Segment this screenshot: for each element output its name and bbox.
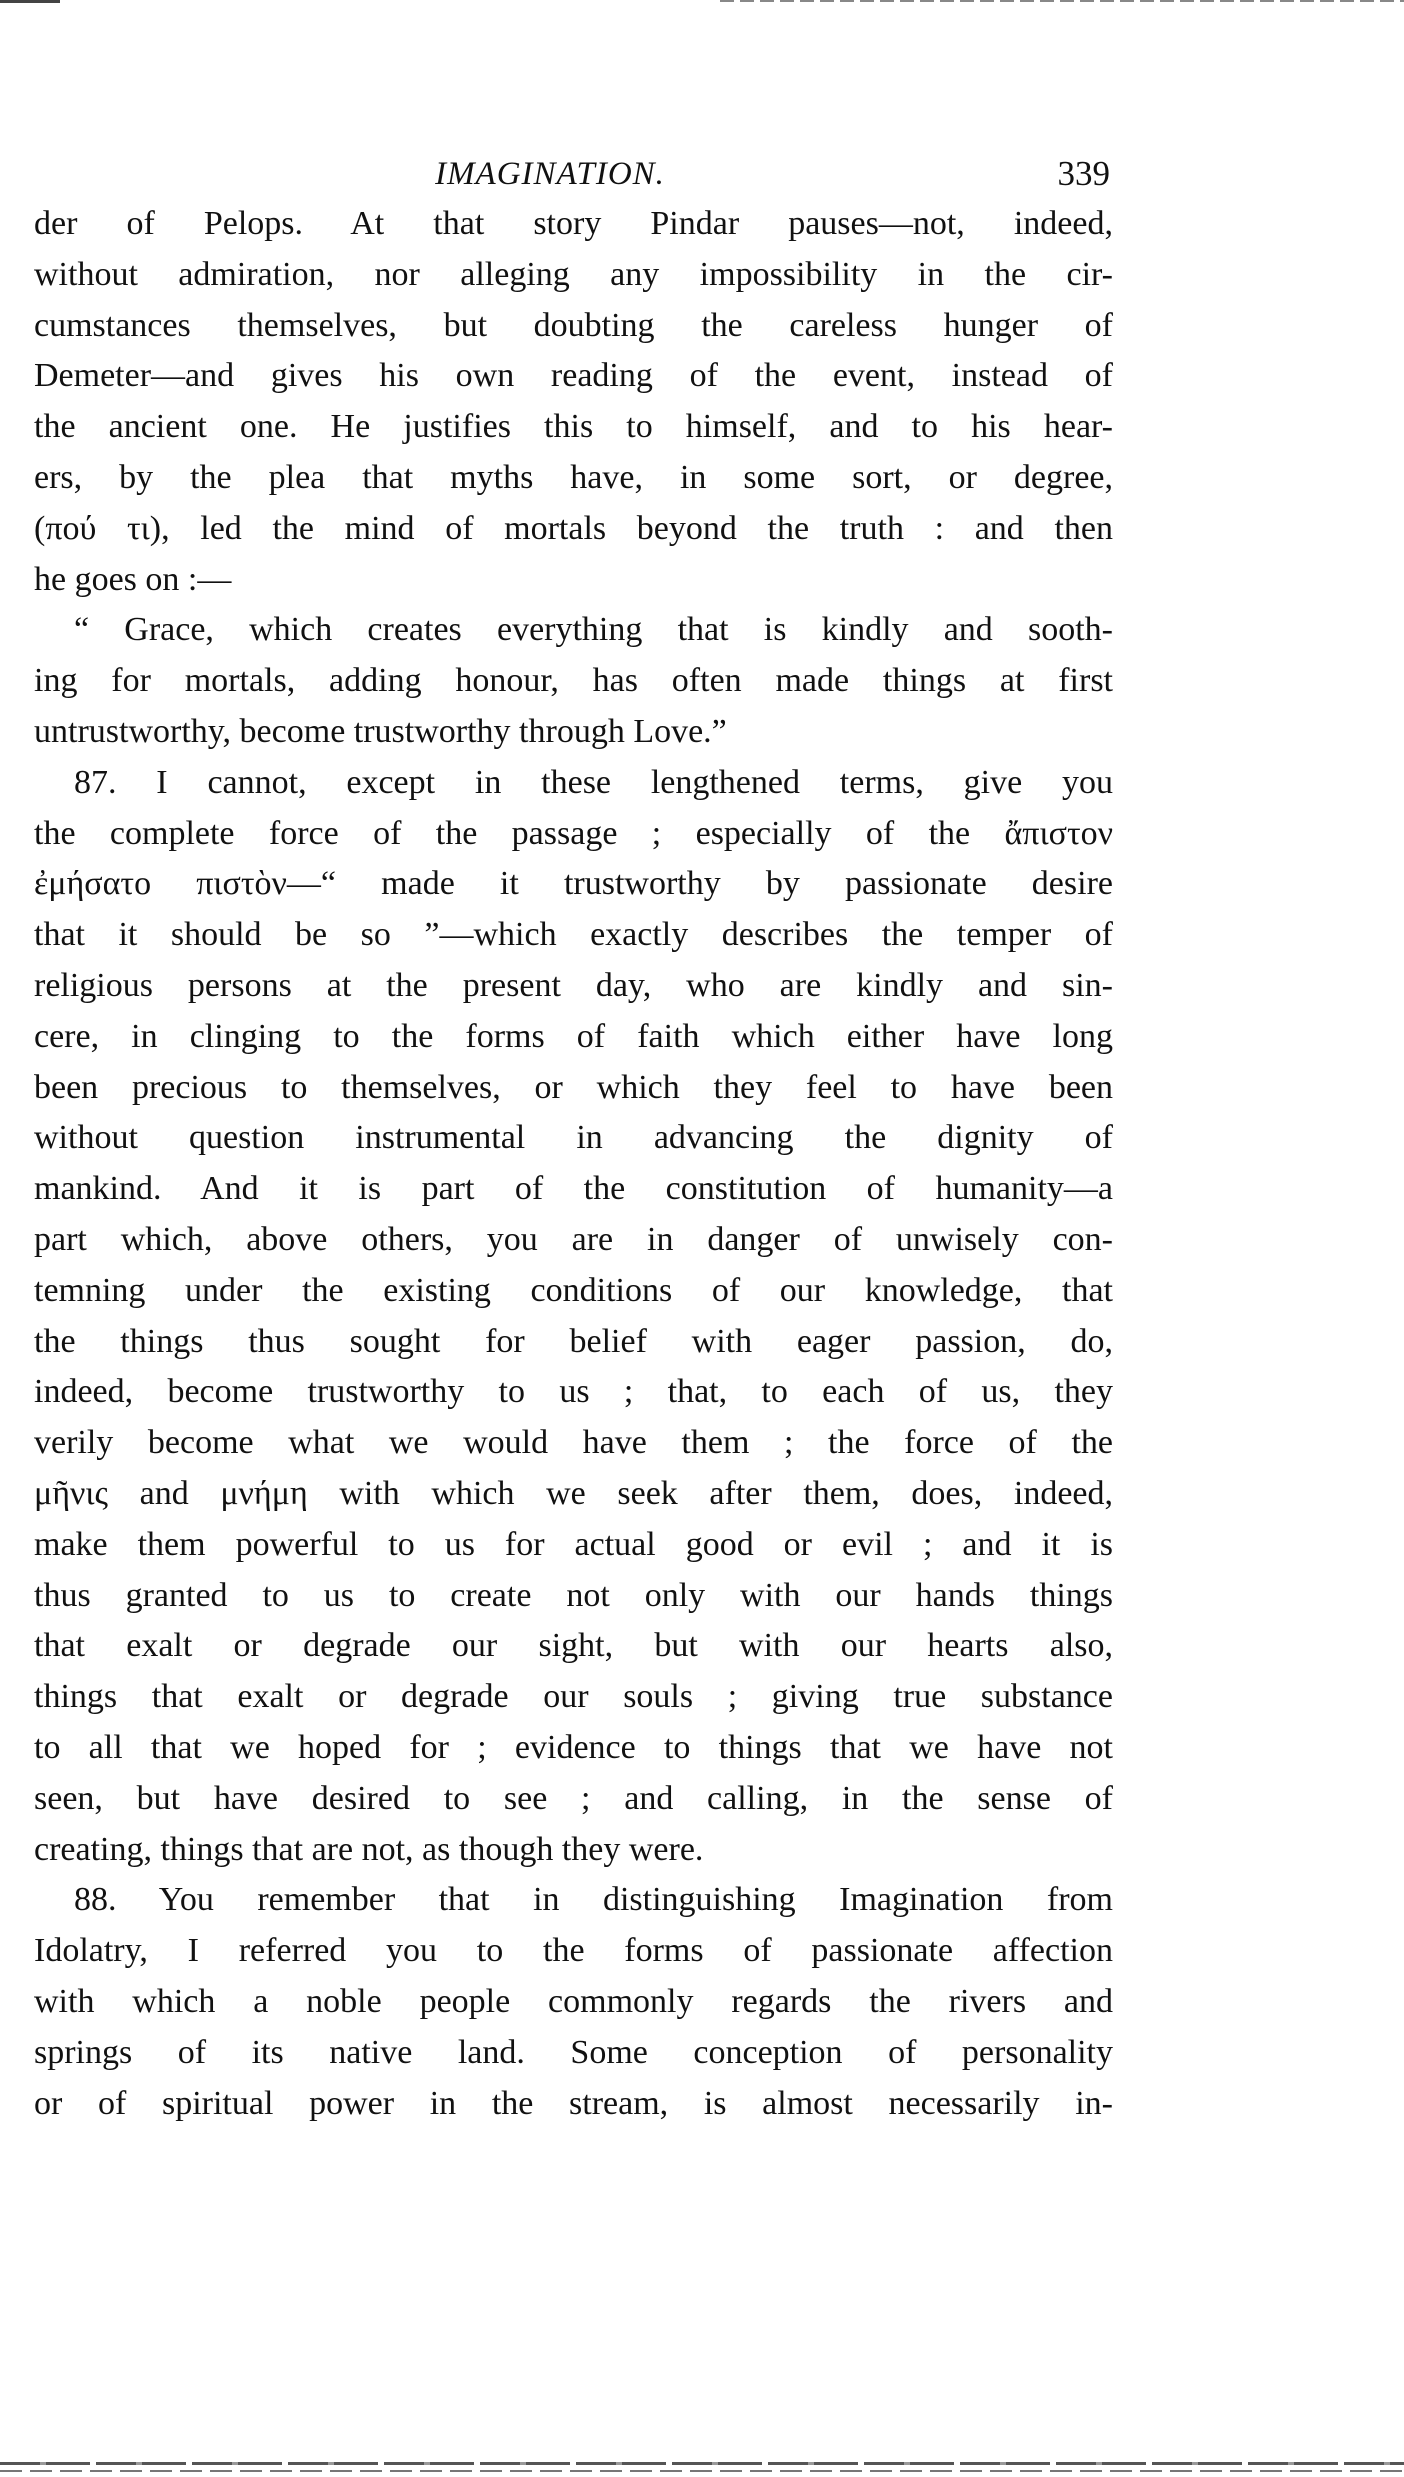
text-line: to all that we hoped for ; evidence to things that we have not bbox=[34, 1729, 1113, 1766]
text-line: the things thus sought for belief with eager passion, do, bbox=[34, 1322, 1113, 1360]
text-line: make them powerful to us for actual good or evil ; and it is bbox=[34, 1525, 1113, 1563]
text-line: temning under the existing conditions of our knowledge, that bbox=[34, 1271, 1113, 1309]
text-line: der of Pelops. At that story Pindar pauses—not, indeed, bbox=[34, 205, 1113, 242]
text-line: “ Grace, which creates everything that is kindly and sooth- bbox=[74, 611, 1113, 649]
text-line: Idolatry, I referred you to the forms of passionate affection bbox=[34, 1932, 1113, 1970]
scan-edge-bottom bbox=[0, 2462, 1404, 2465]
scan-edge-top-left bbox=[0, 0, 60, 3]
text-line: mankind. And it is part of the constitution of humanity—a bbox=[34, 1170, 1113, 1208]
text-line: he goes on :— bbox=[34, 560, 232, 598]
text-line: or of spiritual power in the stream, is almost necessarily in- bbox=[34, 2084, 1113, 2122]
page-number: 339 bbox=[1057, 154, 1110, 193]
text-line: ing for mortals, adding honour, has often made things at first bbox=[34, 662, 1113, 700]
text-line: without question instrumental in advancing the dignity of bbox=[34, 1119, 1113, 1157]
text-line: untrustworthy, become trustworthy through Love.” bbox=[34, 713, 727, 750]
scan-edge-bottom-2 bbox=[0, 2470, 1404, 2472]
text-line: indeed, become trustworthy to us ; that, to each of us, they bbox=[34, 1373, 1113, 1411]
text-line: 88. You remember that in distinguishing Imagination from bbox=[74, 1881, 1113, 1919]
text-line: 87. I cannot, except in these lengthened terms, give you bbox=[74, 763, 1113, 801]
text-line: cumstances themselves, but doubting the careless hunger of bbox=[34, 306, 1113, 344]
text-line: part which, above others, you are in danger of unwisely con- bbox=[34, 1221, 1113, 1258]
text-line: seen, but have desired to see ; and calling, in the sense of bbox=[34, 1779, 1113, 1817]
text-line: been precious to themselves, or which they feel to have been bbox=[34, 1068, 1113, 1106]
text-line: cere, in clinging to the forms of faith which either have long bbox=[34, 1017, 1113, 1055]
text-line: ἐμήσατο πιστὸν—“ made it trustworthy by passionate desire bbox=[34, 865, 1113, 903]
text-line: verily become what we would have them ; the force of the bbox=[34, 1424, 1113, 1462]
text-line: things that exalt or degrade our souls ; giving true substance bbox=[34, 1678, 1113, 1716]
text-line: that exalt or degrade our sight, but with our hearts also, bbox=[34, 1627, 1113, 1665]
text-line: μῆνις and μνήμη with which we seek after them, does, indeed, bbox=[34, 1475, 1113, 1512]
text-line: creating, things that are not, as though they were. bbox=[34, 1830, 704, 1868]
text-line: religious persons at the present day, who are kindly and sin- bbox=[34, 967, 1113, 1004]
text-line: Demeter—and gives his own reading of the event, instead of bbox=[34, 357, 1113, 395]
text-line: (πού τι), led the mind of mortals beyond the truth : and then bbox=[34, 509, 1113, 547]
text-line: that it should be so ”—which exactly describes the temper of bbox=[34, 916, 1113, 954]
text-line: without admiration, nor alleging any impossibility in the cir- bbox=[34, 255, 1113, 293]
text-line: thus granted to us to create not only with our hands things bbox=[34, 1576, 1113, 1614]
running-head-title: IMAGINATION. bbox=[435, 156, 665, 192]
text-line: the ancient one. He justifies this to himself, and to his hear- bbox=[34, 408, 1113, 446]
text-line: ers, by the plea that myths have, in some sort, or degree, bbox=[34, 459, 1113, 496]
text-line: the complete force of the passage ; especially of the ἄπιστον bbox=[34, 814, 1113, 852]
text-line: with which a noble people commonly regards the rivers and bbox=[34, 1983, 1113, 2020]
scan-edge-top-right bbox=[720, 0, 1404, 2]
text-line: springs of its native land. Some conception of personality bbox=[34, 2033, 1113, 2071]
